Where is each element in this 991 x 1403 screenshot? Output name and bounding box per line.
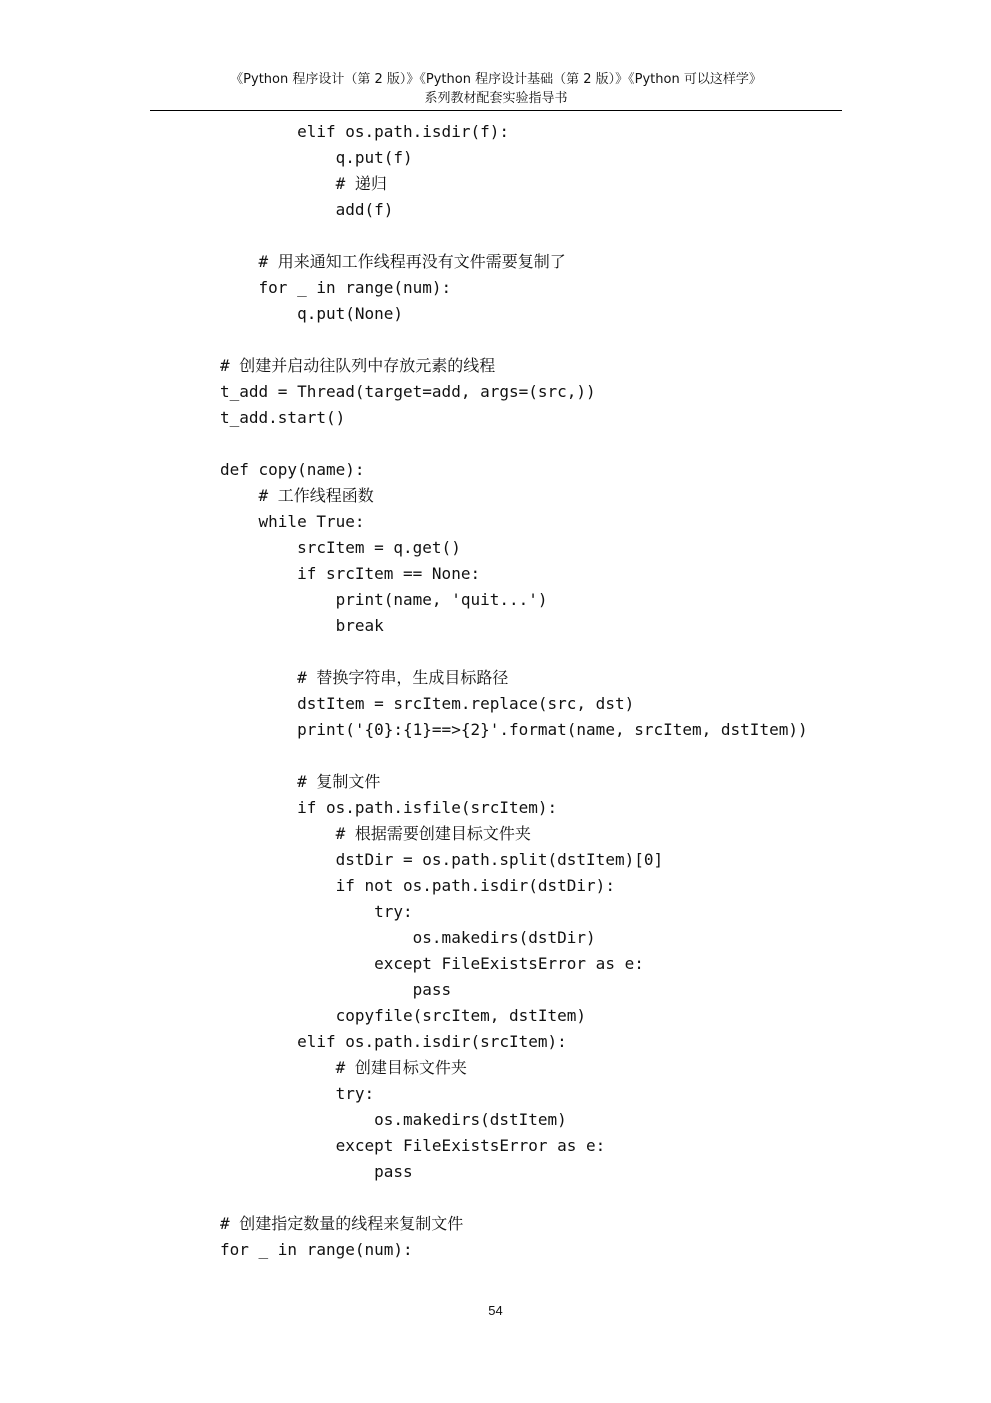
code-line: # 复制文件	[220, 772, 381, 791]
code-line: os.makedirs(dstItem)	[220, 1110, 567, 1129]
code-line: for _ in range(num):	[220, 1240, 413, 1259]
header-rule	[150, 110, 842, 111]
code-line: # 创建并启动往队列中存放元素的线程	[220, 356, 496, 375]
code-line: t_add.start()	[220, 408, 346, 427]
code-line: # 递归	[220, 174, 387, 193]
code-line: os.makedirs(dstDir)	[220, 928, 596, 947]
code-line: except FileExistsError as e:	[220, 1136, 606, 1155]
code-line: srcItem = q.get()	[220, 538, 461, 557]
code-line: # 创建指定数量的线程来复制文件	[220, 1214, 464, 1233]
code-line: break	[220, 616, 384, 635]
code-line: if os.path.isfile(srcItem):	[220, 798, 558, 817]
code-line: pass	[220, 980, 452, 999]
code-line	[220, 223, 840, 249]
code-line	[220, 327, 840, 353]
code-line: # 工作线程函数	[220, 486, 374, 505]
code-line: print(name, 'quit...')	[220, 590, 548, 609]
code-line: if srcItem == None:	[220, 564, 481, 583]
code-line: copyfile(srcItem, dstItem)	[220, 1006, 587, 1025]
code-line: elif os.path.isdir(f):	[220, 122, 509, 141]
code-line: for _ in range(num):	[220, 278, 452, 297]
code-line: q.put(f)	[220, 148, 413, 167]
header-subtitle-line: 系列教材配套实验指导书	[424, 91, 568, 106]
code-line: q.put(None)	[220, 304, 404, 323]
code-block	[220, 119, 840, 1263]
code-line	[220, 743, 840, 769]
code-line: add(f)	[220, 200, 394, 219]
code-line: try:	[220, 902, 413, 921]
code-line: dstDir = os.path.split(dstItem)[0]	[220, 850, 664, 869]
code-line: # 替换字符串，生成目标路径	[220, 668, 509, 687]
code-line: pass	[220, 1162, 413, 1181]
header-title-line: 《Python 程序设计（第 2 版）》《Python 程序设计基础（第 2 版）》《Python 可以这样学》	[230, 72, 762, 87]
code-line: elif os.path.isdir(srcItem):	[220, 1032, 567, 1051]
code-line: print('{0}:{1}==>{2}'.format(name, srcItem, dstItem))	[220, 720, 808, 739]
code-line: try:	[220, 1084, 375, 1103]
code-line	[220, 1185, 840, 1211]
page-header	[150, 70, 842, 108]
code-line: t_add = Thread(target=add, args=(src,))	[220, 382, 596, 401]
code-line: except FileExistsError as e:	[220, 954, 644, 973]
code-line: # 根据需要创建目标文件夹	[220, 824, 531, 843]
page-number: 54	[488, 1303, 503, 1318]
code-line	[220, 639, 840, 665]
code-line: # 用来通知工作线程再没有文件需要复制了	[220, 252, 566, 271]
code-line: while True:	[220, 512, 365, 531]
code-line: def copy(name):	[220, 460, 365, 479]
code-line: dstItem = srcItem.replace(src, dst)	[220, 694, 635, 713]
code-line	[220, 431, 840, 457]
code-line: if not os.path.isdir(dstDir):	[220, 876, 615, 895]
code-line: # 创建目标文件夹	[220, 1058, 467, 1077]
